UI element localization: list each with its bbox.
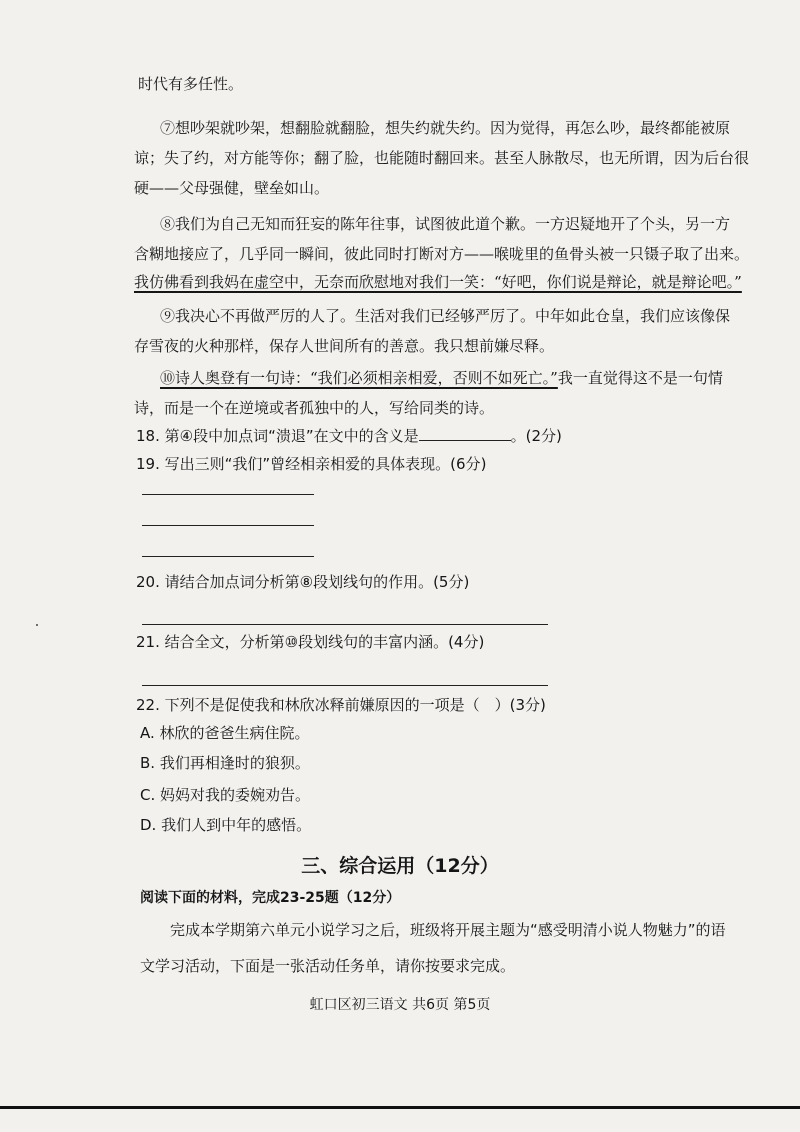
paragraph-8-line-2: 含糊地接应了，几乎同一瞬间，彼此同时打断对方——喉咙里的鱼骨头被一只镊子取了出来。 <box>134 245 750 263</box>
question-18-score: 。(2分) <box>510 427 562 445</box>
question-22-option-c[interactable]: C. 妈妈对我的委婉劝告。 <box>140 786 311 804</box>
question-20-answer-line[interactable] <box>142 624 548 625</box>
paragraph-9-line-2: 存雪夜的火种那样，保存人世间所有的善意。我只想前嫌尽释。 <box>134 337 555 355</box>
question-18 <box>136 426 562 446</box>
question-21: 21. 结合全文，分析第⑩段划线句的丰富内涵。(4分) <box>136 633 485 651</box>
section-3-title: 三、综合运用（12分） <box>301 855 499 877</box>
section-3-body-line-2: 文学习活动，下面是一张活动任务单，请你按要求完成。 <box>140 957 516 975</box>
paragraph-8-underlined-sentence: 我仿佛看到我妈在虚空中，无奈而欣慰地对我们一笑：“好吧，你们说是辩论，就是辩论吧。” <box>134 273 742 291</box>
question-18-prompt: 18. 第④段中加点词“溃退”在文中的含义是 <box>136 427 419 445</box>
paragraph-7-line-2: 谅；失了约，对方能等你；翻了脸，也能随时翻回来。甚至人脉散尽，也无所谓，因为后台很 <box>134 149 750 167</box>
question-19-answer-line-2[interactable] <box>142 525 314 526</box>
question-20: 20. 请结合加点词分析第⑧段划线句的作用。(5分) <box>136 573 470 591</box>
paragraph-10-line-2: 诗，而是一个在逆境或者孤独中的人，写给同类的诗。 <box>134 399 495 417</box>
paragraph-7-line-1: ⑦想吵架就吵架，想翻脸就翻脸，想失约就失约。因为觉得，再怎么吵，最终都能被原 <box>160 119 731 137</box>
question-19: 19. 写出三则“我们”曾经相亲相爱的具体表现。(6分) <box>136 455 487 473</box>
question-19-answer-line-3[interactable] <box>142 556 314 557</box>
question-22: 22. 下列不是促使我和林欣冰释前嫌原因的一项是（ ）(3分) <box>136 696 546 714</box>
paragraph-10-underlined-sentence: ⑩诗人奥登有一句诗：“我们必须相亲相爱，否则不如死亡。” <box>160 369 558 387</box>
question-19-answer-line-1[interactable] <box>142 494 314 495</box>
paragraph-10-line-1-rest: 我一直觉得这不是一句情 <box>557 369 723 387</box>
question-22-option-a[interactable]: A. 林欣的爸爸生病住院。 <box>140 724 310 742</box>
paragraph-8-line-1: ⑧我们为自己无知而狂妄的陈年往事，试图彼此道个歉。一方迟疑地开了个头，另一方 <box>160 215 731 233</box>
scan-speck <box>36 624 38 626</box>
paragraph-7-line-3: 硬——父母强健，壁垒如山。 <box>134 179 330 197</box>
paragraph-10-line-1 <box>160 368 723 388</box>
question-21-answer-line[interactable] <box>142 685 548 686</box>
section-3-instruction: 阅读下面的材料，完成23-25题（12分） <box>140 890 401 906</box>
section-3-body-line-1: 完成本学期第六单元小说学习之后，班级将开展主题为“感受明清小说人物魅力”的语 <box>170 921 726 939</box>
passage-line: 时代有多任性。 <box>138 75 244 93</box>
question-22-option-d[interactable]: D. 我们人到中年的感悟。 <box>140 816 312 834</box>
question-18-answer-blank[interactable] <box>419 426 511 441</box>
paragraph-9-line-1: ⑨我决心不再做严厉的人了。生活对我们已经够严厉了。中年如此仓皇，我们应该像保 <box>160 307 731 325</box>
page-footer: 虹口区初三语文 共6页 第5页 <box>309 997 491 1013</box>
bottom-rule <box>0 1106 800 1109</box>
question-22-option-b[interactable]: B. 我们再相逢时的狼狈。 <box>140 754 310 772</box>
